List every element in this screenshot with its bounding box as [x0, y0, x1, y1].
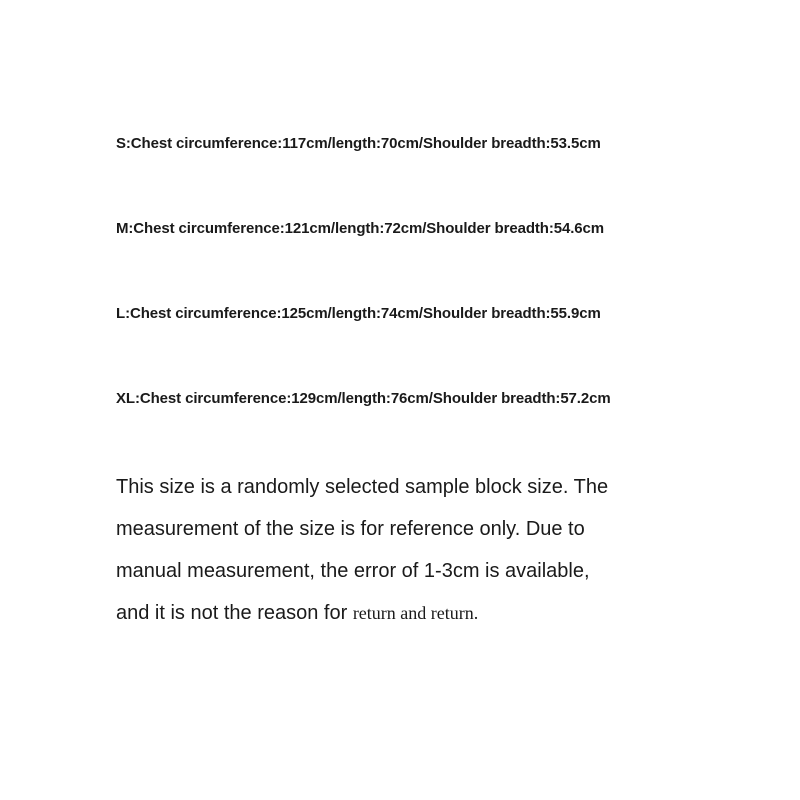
size-row-s: S:Chest circumference:117cm/length:70cm/Shoulder breadth:53.5cm	[116, 135, 601, 152]
note-line-4	[116, 592, 716, 634]
measurement-note	[116, 466, 716, 634]
note-line-3: manual measurement, the error of 1-3cm is available,	[116, 560, 590, 582]
note-line-4-end: return and return.	[352, 603, 479, 623]
note-line-2: measurement of the size is for reference only. Due to	[116, 518, 585, 540]
size-row-m: M:Chest circumference:121cm/length:72cm/Shoulder breadth:54.6cm	[116, 220, 605, 237]
note-line-1: This size is a randomly selected sample block size. The	[116, 476, 609, 498]
size-row-l: L:Chest circumference:125cm/length:74cm/Shoulder breadth:55.9cm	[116, 305, 601, 322]
size-row-xl: XL:Chest circumference:129cm/length:76cm/Shoulder breadth:57.2cm	[116, 390, 611, 407]
size-list	[116, 132, 611, 411]
note-line-4-start: and it is not the reason for	[116, 602, 353, 624]
